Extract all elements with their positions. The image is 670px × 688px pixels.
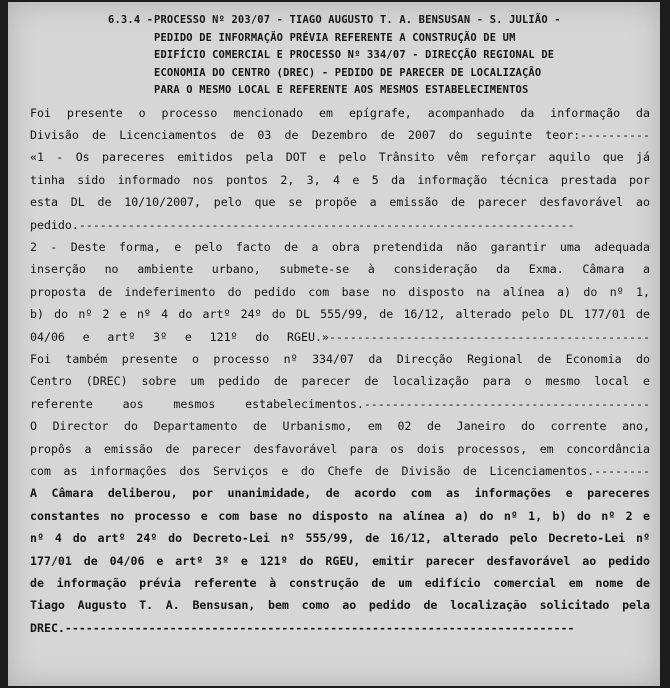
text-line: de informação prévia referente à construção de um edifício comercial em nome de	[30, 576, 650, 591]
text-line: referente aos mesmos estabelecimentos.-----------------------------------------	[30, 396, 650, 411]
section-title-line: PEDIDO DE INFORMAÇÃO PRÉVIA REFERENTE A CONSTRUÇÃO DE UM	[154, 31, 516, 44]
scanned-page	[8, 2, 660, 686]
text-line: 04/06 e artº 3º e 121º do RGEU.»----------------------------------------------	[30, 329, 650, 344]
paragraph-deliberation	[30, 482, 650, 639]
text-line: propôs a emissão de parecer desfavorável para os dois processos, em concordância	[30, 441, 650, 456]
paragraph-quote-1	[30, 146, 650, 236]
paragraph-intro	[30, 102, 650, 147]
text-line: constantes no processo e com base no disposto na alínea a) do nº 1, b) do nº 2 e	[30, 508, 650, 523]
paragraph-quote-2	[30, 236, 650, 348]
text-line: Tiago Augusto T. A. Bensusan, bem como ao pedido de localização solicitado pela	[30, 598, 650, 613]
section-title-line: PARA O MESMO LOCAL E REFERENTE AOS MESMOS ESTABELECIMENTOS	[154, 84, 529, 96]
text-line: DREC.-------------------------------------------------------------------------	[30, 620, 575, 635]
section-title-line: PROCESSO Nº 203/07 - TIAGO AUGUSTO T. A. BENSUSAN - S. JULIÃO -	[154, 14, 561, 26]
section-title-line: EDIFÍCIO COMERCIAL E PROCESSO Nº 334/07 - DIRECÇÃO REGIONAL DE	[154, 49, 555, 61]
text-line: nº 4 do artº 24º do Decreto-Lei nº 555/99, de 16/12, alterado pelo Decreto-Lei nº	[30, 531, 650, 546]
section-title-line: ECONOMIA DO CENTRO (DREC) - PEDIDO DE PARECER DE LOCALIZAÇÃO	[154, 66, 542, 79]
text-line: com as informações dos Serviços e do Chefe de Divisão de Licenciamentos.--------	[30, 464, 650, 478]
text-line: esta DL de 10/10/2007, pelo que se propõe a emissão de parecer desfavorável ao	[30, 195, 650, 210]
text-line: Foi também presente o processo nº 334/07 da Direcção Regional de Economia do	[30, 351, 650, 366]
text-line: O Director do Departamento de Urbanismo, em 02 de Janeiro do corrente ano,	[30, 419, 650, 434]
text-line: b) do nº 2 e nº 4 do artº 24º do DL 555/99, de 16/12, alterado pelo DL 177/01 de	[30, 307, 650, 322]
text-line: 177/01 de 04/06 e artº 3º e 121º do RGEU, emitir parecer desfavorável ao pedido	[30, 553, 650, 568]
text-line: pedido.-----------------------------------------------------------------------	[30, 217, 575, 232]
text-line: 2 - Deste forma, e pelo facto de a obra pretendida não garantir uma adequada	[30, 239, 650, 254]
text-line: Centro (DREC) sobre um pedido de parecer de localização para o mesmo local e	[30, 374, 650, 389]
paragraph-director-proposal	[30, 415, 650, 482]
text-line: Foi presente o processo mencionado em epígrafe, acompanhado da informação da	[30, 105, 650, 120]
text-line: Divisão de Licenciamentos de 03 de Dezembro de 2007 do seguinte teor:----------	[30, 127, 650, 142]
section-title	[154, 12, 650, 100]
text-line: inserção no ambiente urbano, submete-se à consideração da Exma. Câmara a	[30, 262, 650, 277]
text-line: tinha sido informado nos pontos 2, 3, 4 e 5 da informação técnica prestada por	[30, 172, 650, 187]
text-line: proposta de indeferimento do pedido com base no disposto na alínea a) do nº 1,	[30, 284, 650, 299]
paragraph-drec-process	[30, 348, 650, 415]
text-line: «1 - Os pareceres emitidos pela DOT e pelo Trânsito vêm reforçar aquilo que já	[30, 150, 650, 165]
text-line: A Câmara deliberou, por unanimidade, de acordo com as informações e pareceres	[30, 486, 650, 501]
section-heading	[108, 12, 650, 100]
section-number: 6.3.4 -	[108, 14, 154, 26]
document-body	[30, 12, 650, 639]
